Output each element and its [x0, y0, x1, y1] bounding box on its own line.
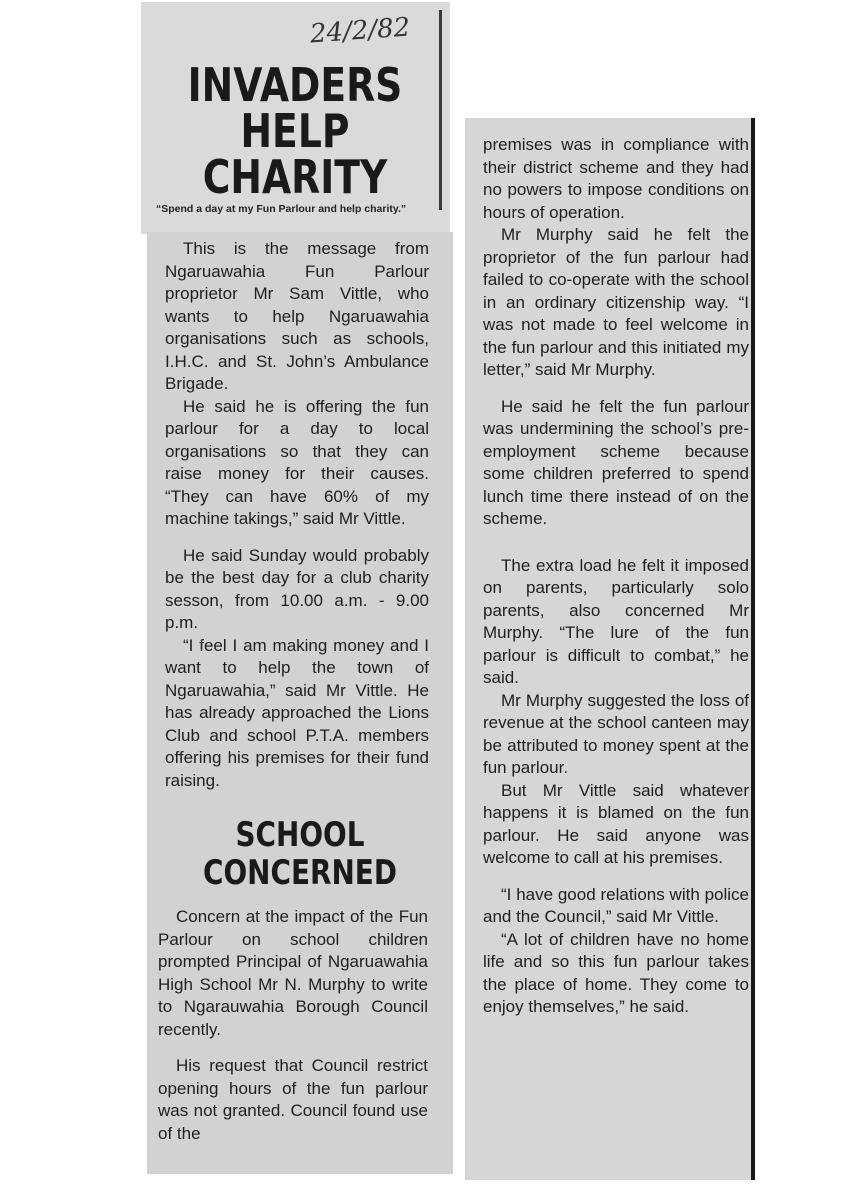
headline-line-1: INVADERS: [187, 58, 403, 112]
paragraph: The extra load he felt it imposed on parents, particularly solo parents, also concerned Mr Murphy. “The lure of the fun parlour is difficult to combat,” he said.: [483, 555, 749, 687]
subheading: [193, 816, 406, 892]
headline-line-3: CHARITY: [202, 150, 388, 204]
paragraph: Concern at the impact of the Fun Parlour on school children prompted Principal of Ngaruawahia High School Mr N. Murphy to write to Ngarauwahia Borough Council recently.: [158, 907, 428, 1039]
headline-caption: “Spend a day at my Fun Parlour and help charity.”: [156, 203, 407, 215]
left-column-top: [165, 238, 429, 792]
subheading-line-2: CONCERNED: [202, 853, 397, 893]
paragraph: His request that Council restrict opening hours of the fun parlour was not granted. Council found use of the: [158, 1056, 428, 1143]
paragraph: Mr Murphy suggested the loss of revenue at the school canteen may be attributed to money spent at the fun parlour.: [483, 690, 749, 777]
left-column-bottom: [158, 906, 428, 1145]
headline: [176, 58, 414, 204]
paragraph: “A lot of children have no home life and so this fun parlour takes the place of home. They come to enjoy themselves,” he said.: [483, 929, 749, 1016]
subheading-line-1: SCHOOL: [235, 815, 365, 855]
paragraph: He said Sunday would probably be the best day for a club charity sesson, from 10.00 a.m. - 9.00 p.m.: [165, 545, 429, 632]
paragraph: “I feel I am making money and I want to help the town of Ngaruawahia,” said Mr Vittle. He has already approached the Lions Club and school P.T.A. members offering his premises for their fund raising.: [165, 635, 429, 790]
paragraph: premises was in compliance with their district scheme and they had no powers to impose conditions on hours of operation.: [483, 135, 749, 222]
paragraph: Mr Murphy said he felt the proprietor of the fun parlour had failed to co-operate with the school in an ordinary citizenship way. “I was not made to feel welcome in the fun parlour and this initiated my letter,” said Mr Murphy.: [483, 225, 749, 379]
paragraph: He said he felt the fun parlour was undermining the school’s pre-employment scheme because some children preferred to spend lunch time there instead of on the scheme.: [483, 396, 749, 528]
headline-line-2: HELP: [240, 104, 350, 158]
paragraph: But Mr Vittle said whatever happens it is blamed on the fun parlour. He said anyone was welcome to call at his premises.: [483, 780, 749, 867]
paragraph: This is the message from Ngaruawahia Fun Parlour proprietor Mr Sam Vittle, who wants to help Ngaruawahia organisations such as schools, I.H.C. and St. John’s Ambulance Brigade.: [165, 239, 429, 393]
right-column: [483, 134, 749, 1019]
paragraph: “I have good relations with police and the Council,” said Mr Vittle.: [483, 884, 749, 926]
handwritten-date: 24/2/82: [309, 12, 412, 50]
clipping-edge-shadow: [439, 10, 442, 210]
paragraph: He said he is offering the fun parlour for a day to local organisations so that they can raise money for their causes. “They can have 60% of my machine takings,” said Mr Vittle.: [165, 396, 429, 528]
